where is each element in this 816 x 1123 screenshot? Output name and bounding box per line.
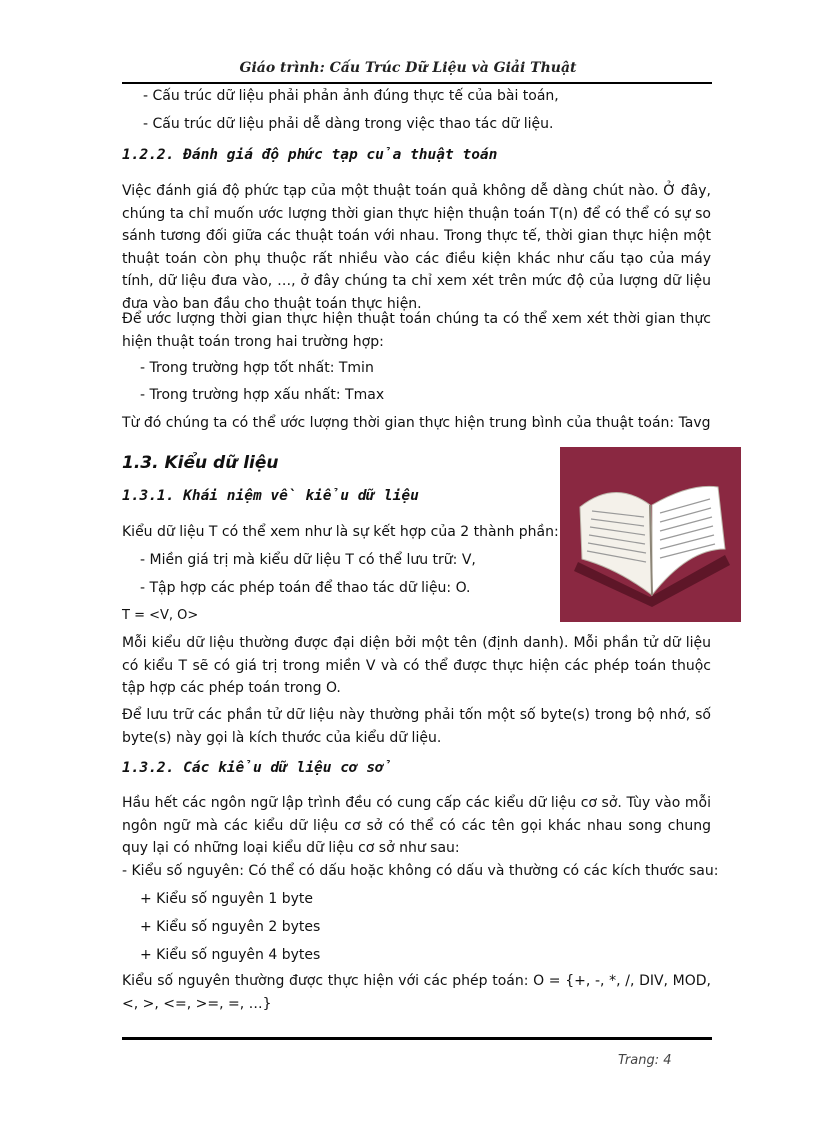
s122-paragraph-1: Việc đánh giá độ phức tạp của một thuật toán quả không dễ dàng chút nào. Ở đây, chúng ta chỉ muốn ước lượng thời gian thực hiện thuận toán T(n) để có thể có sự so sánh tương đối giữa các thuật toán với nhau. Trong thực tế, thời gian thực hiện một thuật toán còn phụ thuộc rất nhiều vào các điều kiện khác như cấu tạo của máy tính, dữ liệu đưa vào, …, ở đây chúng ta chỉ xem xét trên mức độ của lượng dữ liệu đưa vào ban đầu cho thuật toán thực hiện. bbox=[122, 183, 711, 312]
s131-line-1: Kiểu dữ liệu T có thể xem như là sự kết hợp của 2 thành phần: bbox=[122, 524, 559, 540]
s122-paragraph-3: Từ đó chúng ta có thể ước lượng thời gian thực hiện trung bình của thuật toán: Tavg bbox=[122, 415, 711, 431]
running-header: Giáo trình: Cấu Trúc Dữ Liệu và Giải Thuật bbox=[239, 60, 577, 76]
s132-paragraph: Hầu hết các ngôn ngữ lập trình đều có cung cấp các kiểu dữ liệu cơ sở. Tùy vào mỗi ngôn ngữ mà các kiểu dữ liệu cơ sở có thể có các tên gọi khác nhau song chung quy lại có những loại kiểu dữ liệu cơ sở như sau: bbox=[122, 795, 711, 856]
page-number: Trang: 4 bbox=[618, 1053, 672, 1068]
s132-integer-item-3: + Kiểu số nguyên 4 bytes bbox=[140, 947, 321, 963]
s132-integer-item-1: + Kiểu số nguyên 1 byte bbox=[140, 891, 313, 907]
intro-item-1: - Cấu trúc dữ liệu phải phản ảnh đúng thực tế của bài toán, bbox=[143, 88, 559, 104]
s132-integer-line: - Kiểu số nguyên: Có thể có dấu hoặc không có dấu và thường có các kích thước sau: bbox=[122, 863, 719, 879]
s132-integer-item-2: + Kiểu số nguyên 2 bytes bbox=[140, 919, 321, 935]
intro-item-2: - Cấu trúc dữ liệu phải dễ dàng trong việc thao tác dữ liệu. bbox=[143, 116, 554, 132]
section-1-3-2-heading: 1.3.2. Các kiểu dữ liệu cơ sở bbox=[122, 760, 393, 776]
s131-paragraph-2: Để lưu trữ các phần tử dữ liệu này thường phải tốn một số byte(s) trong bộ nhớ, số byte(s) này gọi là kích thước của kiểu dữ liệu. bbox=[122, 707, 711, 746]
s131-formula: T = <V, O> bbox=[122, 608, 199, 623]
s122-paragraph-2: Để ước lượng thời gian thực hiện thuật toán chúng ta có thể xem xét thời gian thực hiện thuật toán trong hai trường hợp: bbox=[122, 311, 711, 350]
s131-item-1: - Miền giá trị mà kiểu dữ liệu T có thể lưu trữ: V, bbox=[140, 552, 476, 568]
s132-operations: Kiểu số nguyên thường được thực hiện với các phép toán: O = {+, -, *, /, DIV, MOD, <, >, <=, >=, =, …} bbox=[122, 973, 711, 1012]
open-book-illustration bbox=[560, 447, 741, 622]
section-1-2-2-heading: 1.2.2. Đánh giá độ phức tạp của thuật toán bbox=[122, 147, 498, 163]
s131-item-2: - Tập hợp các phép toán để thao tác dữ liệu: O. bbox=[140, 580, 471, 596]
footer-rule bbox=[122, 1037, 712, 1040]
section-1-3-1-heading: 1.3.1. Khái niệm về kiểu dữ liệu bbox=[122, 488, 419, 504]
header-rule bbox=[122, 82, 712, 84]
section-1-3-heading: 1.3. Kiểu dữ liệu bbox=[122, 453, 279, 473]
s122-item-2: - Trong trường hợp xấu nhất: Tmax bbox=[140, 387, 385, 403]
s122-item-1: - Trong trường hợp tốt nhất: Tmin bbox=[140, 360, 374, 376]
s131-paragraph-1: Mỗi kiểu dữ liệu thường được đại diện bởi một tên (định danh). Mỗi phần tử dữ liệu có kiểu T sẽ có giá trị trong miền V và có thể được thực hiện các phép toán thuộc tập hợp các phép toán trong O. bbox=[122, 635, 711, 696]
